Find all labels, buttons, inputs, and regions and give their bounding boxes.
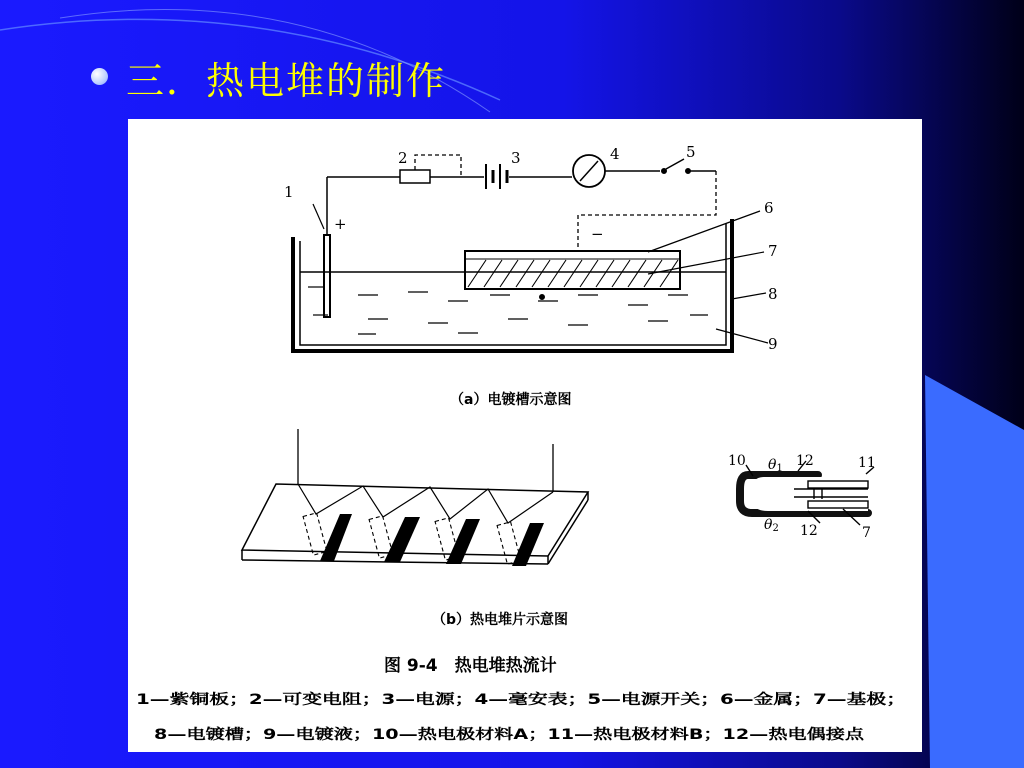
- label-7-detail: 7: [862, 525, 871, 541]
- legend-line-1: 1—紫铜板；2—可变电阻；3—电源；4—毫安表；5—电源开关；6—金属；7—基极；: [136, 692, 681, 708]
- electroplating-tank-diagram: [293, 155, 768, 351]
- slide-title: 三．热电堆的制作: [126, 59, 447, 103]
- figure-title: 图 9-4 热电堆热流计: [384, 656, 557, 676]
- label-8: 8: [768, 285, 778, 303]
- legend-line-2: 8—电镀槽；9—电镀液；10—热电极材料A；11—热电极材料B；12—热电偶接点: [154, 727, 674, 743]
- label-10: 10: [728, 453, 746, 469]
- thermopile-figure: [128, 119, 922, 752]
- label-12-top: 12: [796, 453, 814, 469]
- plus-sign: +: [334, 215, 347, 233]
- bullet-icon: [91, 68, 108, 85]
- tank-labels: [284, 143, 778, 353]
- minus-sign: −: [591, 225, 604, 243]
- label-6: 6: [764, 199, 774, 217]
- label-1: 1: [284, 183, 294, 201]
- thermopile-strip-diagram: [242, 429, 588, 566]
- label-5: 5: [686, 143, 696, 161]
- theta2-symbol: θ2: [764, 517, 779, 534]
- caption-a: （a）电镀槽示意图: [450, 392, 572, 408]
- label-4: 4: [610, 145, 620, 163]
- label-2: 2: [398, 149, 408, 167]
- caption-b: （b）热电堆片示意图: [432, 612, 569, 628]
- figure-drawing: [128, 119, 922, 752]
- label-7: 7: [768, 242, 778, 260]
- theta1-symbol: θ1: [768, 457, 783, 474]
- label-3: 3: [511, 149, 521, 167]
- label-12-bottom: 12: [800, 523, 818, 539]
- label-9: 9: [768, 335, 778, 353]
- thermocouple-junction-diagram: [740, 461, 874, 525]
- label-11: 11: [858, 455, 876, 471]
